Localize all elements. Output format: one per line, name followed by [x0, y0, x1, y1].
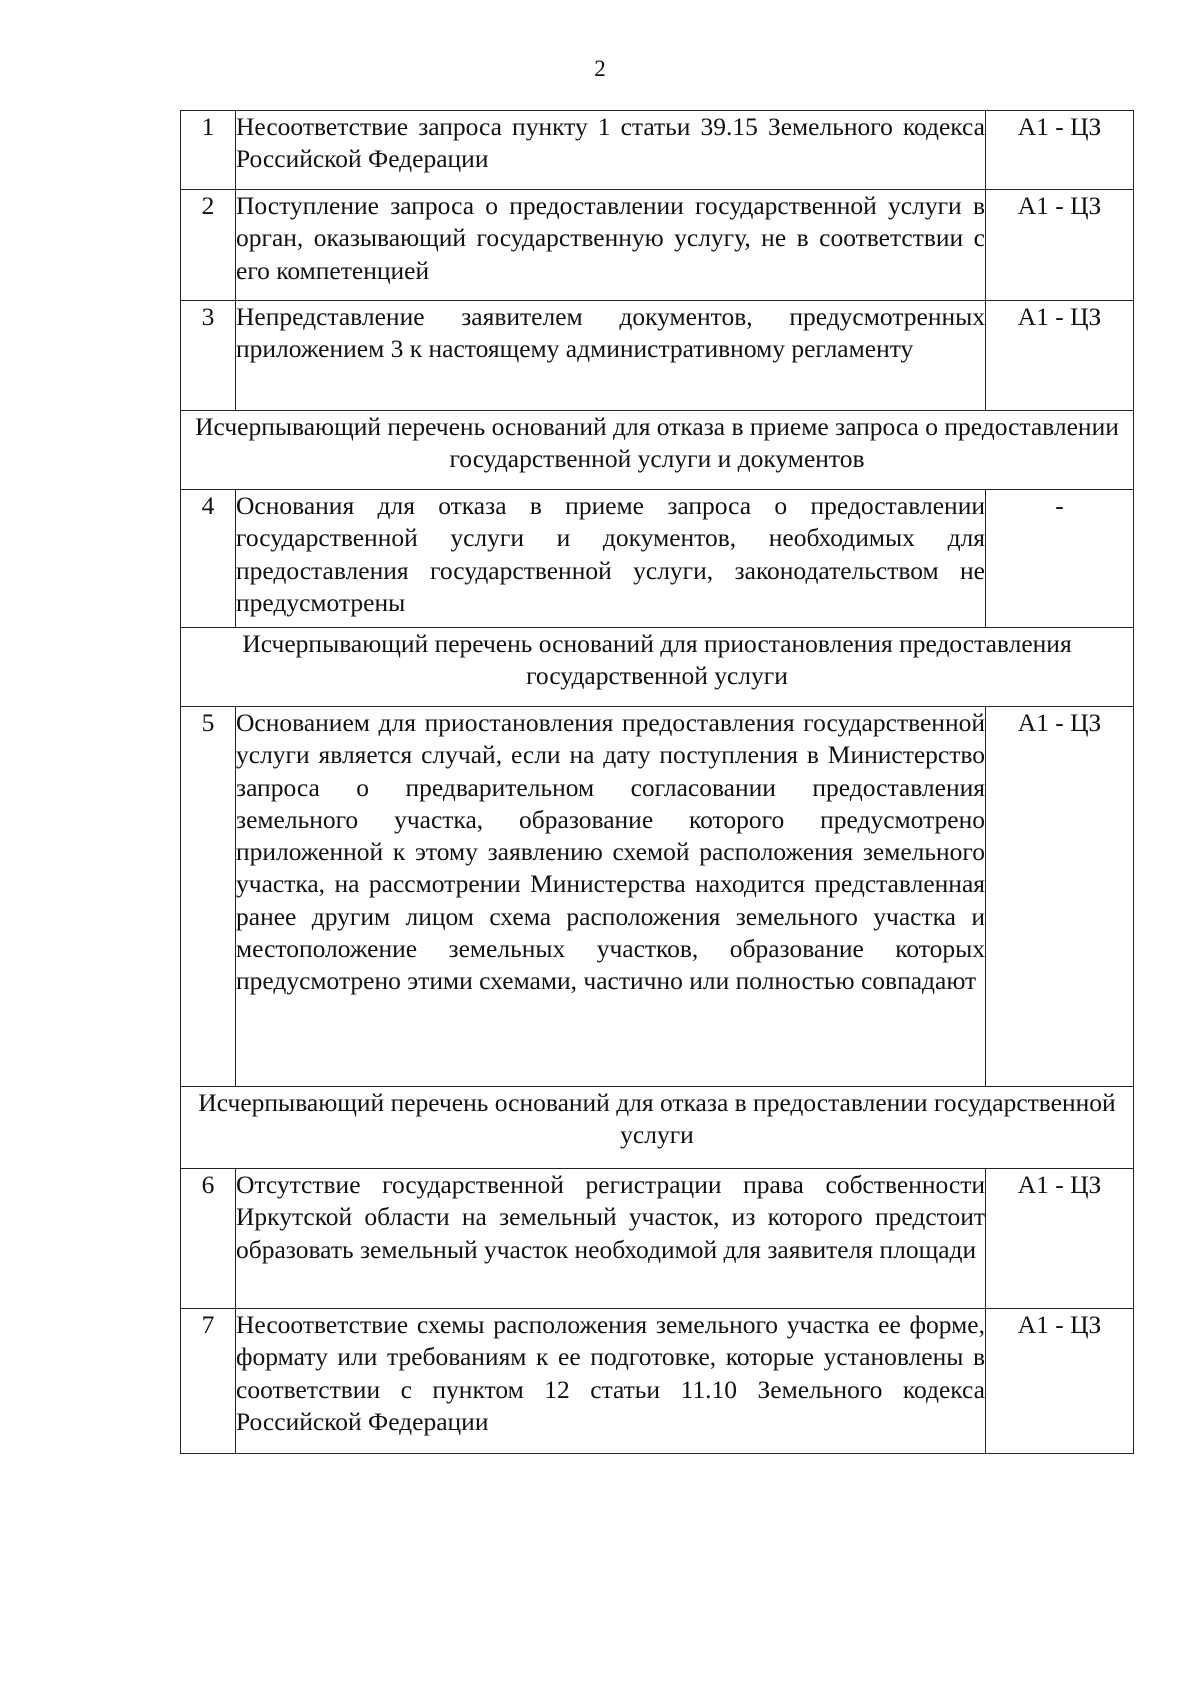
section-header-row: [181, 628, 1134, 707]
table-row: [181, 1169, 1134, 1309]
row-code: А1 - ЦЗ: [986, 1309, 1134, 1454]
row-number: 7: [181, 1309, 236, 1454]
row-number: 3: [181, 301, 236, 411]
table-row: [181, 190, 1134, 301]
row-code: А1 - ЦЗ: [986, 190, 1134, 301]
row-text: Несоответствие схемы расположения земельного участка ее форме, формату или требованиям к ее подготовке, которые установлены в соответствии с пунктом 12 статьи 11.10 Земельного кодекса Российской Федерации: [236, 1309, 986, 1454]
section-header-row: [181, 1087, 1134, 1169]
row-text: Поступление запроса о предоставлении государственной услуги в орган, оказывающий государственную услугу, не в соответствии с его компетенцией: [236, 190, 986, 301]
row-number: 2: [181, 190, 236, 301]
row-number: 1: [181, 111, 236, 190]
table-row: [181, 1309, 1134, 1454]
table-row: [181, 490, 1134, 628]
table-row: [181, 301, 1134, 411]
table-row: [181, 111, 1134, 190]
row-code: А1 - ЦЗ: [986, 1169, 1134, 1309]
row-text: Отсутствие государственной регистрации права собственности Иркутской области на земельный участок, из которого предстоит образовать земельный участок необходимой для заявителя площади: [236, 1169, 986, 1309]
table-row: [181, 707, 1134, 1087]
section-header: Исчерпывающий перечень оснований для отказа в предоставлении государственной услуги: [181, 1087, 1134, 1169]
grounds-table: [180, 110, 1134, 1454]
row-text: Основанием для приостановления предоставления государственной услуги является случай, если на дату поступления в Министерство запроса о предварительном согласовании предоставления земельного участка, образование которого предусмотрено приложенной к этому заявлению схемой расположения земельного участка, на рассмотрении Министерства находится представленная ранее другим лицом схема расположения земельного участка и местоположение земельных участков, образование которых предусмотрено этими схемами, частично или полностью совпадают: [236, 707, 986, 1087]
row-code: А1 - ЦЗ: [986, 111, 1134, 190]
row-code: А1 - ЦЗ: [986, 301, 1134, 411]
row-number: 4: [181, 490, 236, 628]
page-number: 2: [594, 56, 606, 81]
row-code: -: [986, 490, 1134, 628]
row-number: 5: [181, 707, 236, 1087]
row-text: Несоответствие запроса пункту 1 статьи 39.15 Земельного кодекса Российской Федерации: [236, 111, 986, 190]
section-header: Исчерпывающий перечень оснований для отказа в приеме запроса о предоставлении государственной услуги и документов: [181, 411, 1134, 490]
section-header-row: [181, 411, 1134, 490]
row-text: Основания для отказа в приеме запроса о предоставлении государственной услуги и документов, необходимых для предоставления государственной услуги, законодательством не предусмотрены: [236, 490, 986, 628]
row-number: 6: [181, 1169, 236, 1309]
section-header: Исчерпывающий перечень оснований для приостановления предоставления государственной услуги: [181, 628, 1134, 707]
row-text: Непредставление заявителем документов, предусмотренных приложением 3 к настоящему административному регламенту: [236, 301, 986, 411]
row-code: А1 - ЦЗ: [986, 707, 1134, 1087]
